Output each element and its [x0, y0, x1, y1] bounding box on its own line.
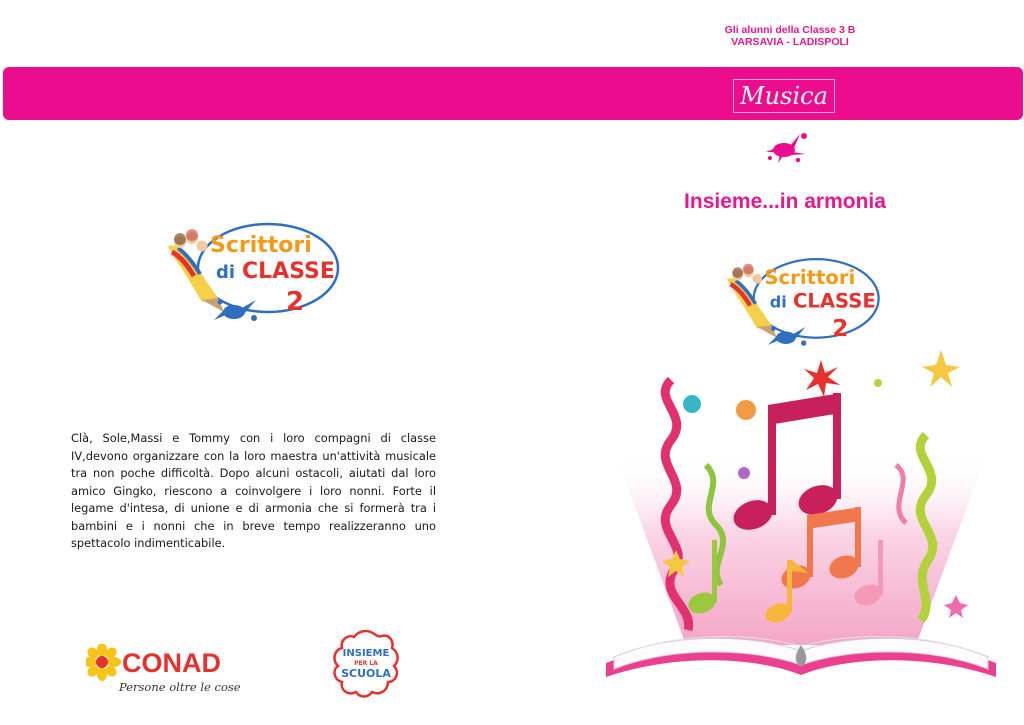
logo-number: 2 — [286, 287, 305, 317]
badge-line-insieme: INSIEME — [342, 648, 390, 659]
book-description: Clà, Sole,Massi e Tommy con i loro compagni di classe IV,devono organizzare con la loro maestra un'attività musicale tra non poche difficoltà. Dopo alcuni ostacoli, aiutati dal loro amico Gingko, riescono a coinvolgere i loro nonni. Forte il legame d'intesa, di unione e di armonia che si formerà tra i bambini e i nonni che in breve tempo realizzeranno uno spettacolo indimenticabile. — [71, 431, 436, 551]
logo-word-di: di — [769, 292, 787, 312]
scrittori-di-classe-logo — [158, 212, 344, 332]
open-book-music-illustration — [596, 345, 1006, 690]
logo-word-classe: CLASSE — [792, 289, 876, 313]
logo-number: 2 — [832, 314, 849, 342]
logo-word-scrittori: Scrittori — [764, 266, 856, 290]
badge-line-scuola: SCUOLA — [341, 667, 391, 680]
teal-dot — [683, 395, 701, 413]
green-dot — [874, 379, 882, 387]
class-line: Gli alunni della Classe 3 B — [724, 24, 856, 36]
subject-label: Musica — [733, 79, 835, 113]
logo-word-classe: CLASSE — [242, 259, 335, 284]
daisy-icon — [86, 644, 121, 681]
book-title: Insieme...in armonia — [684, 190, 886, 213]
class-credit — [660, 24, 920, 48]
conad-tagline: Persone oltre le cose — [119, 680, 241, 694]
school-line: VARSAVIA - LADISPOLI — [731, 36, 849, 48]
logo-word-di: di — [216, 262, 236, 283]
conad-logo — [86, 644, 246, 698]
pink-band — [3, 67, 1023, 120]
scrittori-di-classe-logo — [718, 248, 884, 356]
red-star-icon — [804, 360, 840, 397]
insieme-per-la-scuola-logo — [330, 628, 402, 700]
yellow-star-icon — [922, 350, 960, 387]
conad-wordmark: CONAD — [122, 648, 221, 678]
logo-word-scrittori: Scrittori — [210, 233, 312, 258]
paint-splat-icon — [762, 130, 810, 164]
purple-dot — [738, 467, 750, 479]
pink-star-icon — [944, 595, 968, 618]
badge-line-per-la: PER LA — [354, 660, 378, 667]
orange-dot — [736, 400, 756, 420]
